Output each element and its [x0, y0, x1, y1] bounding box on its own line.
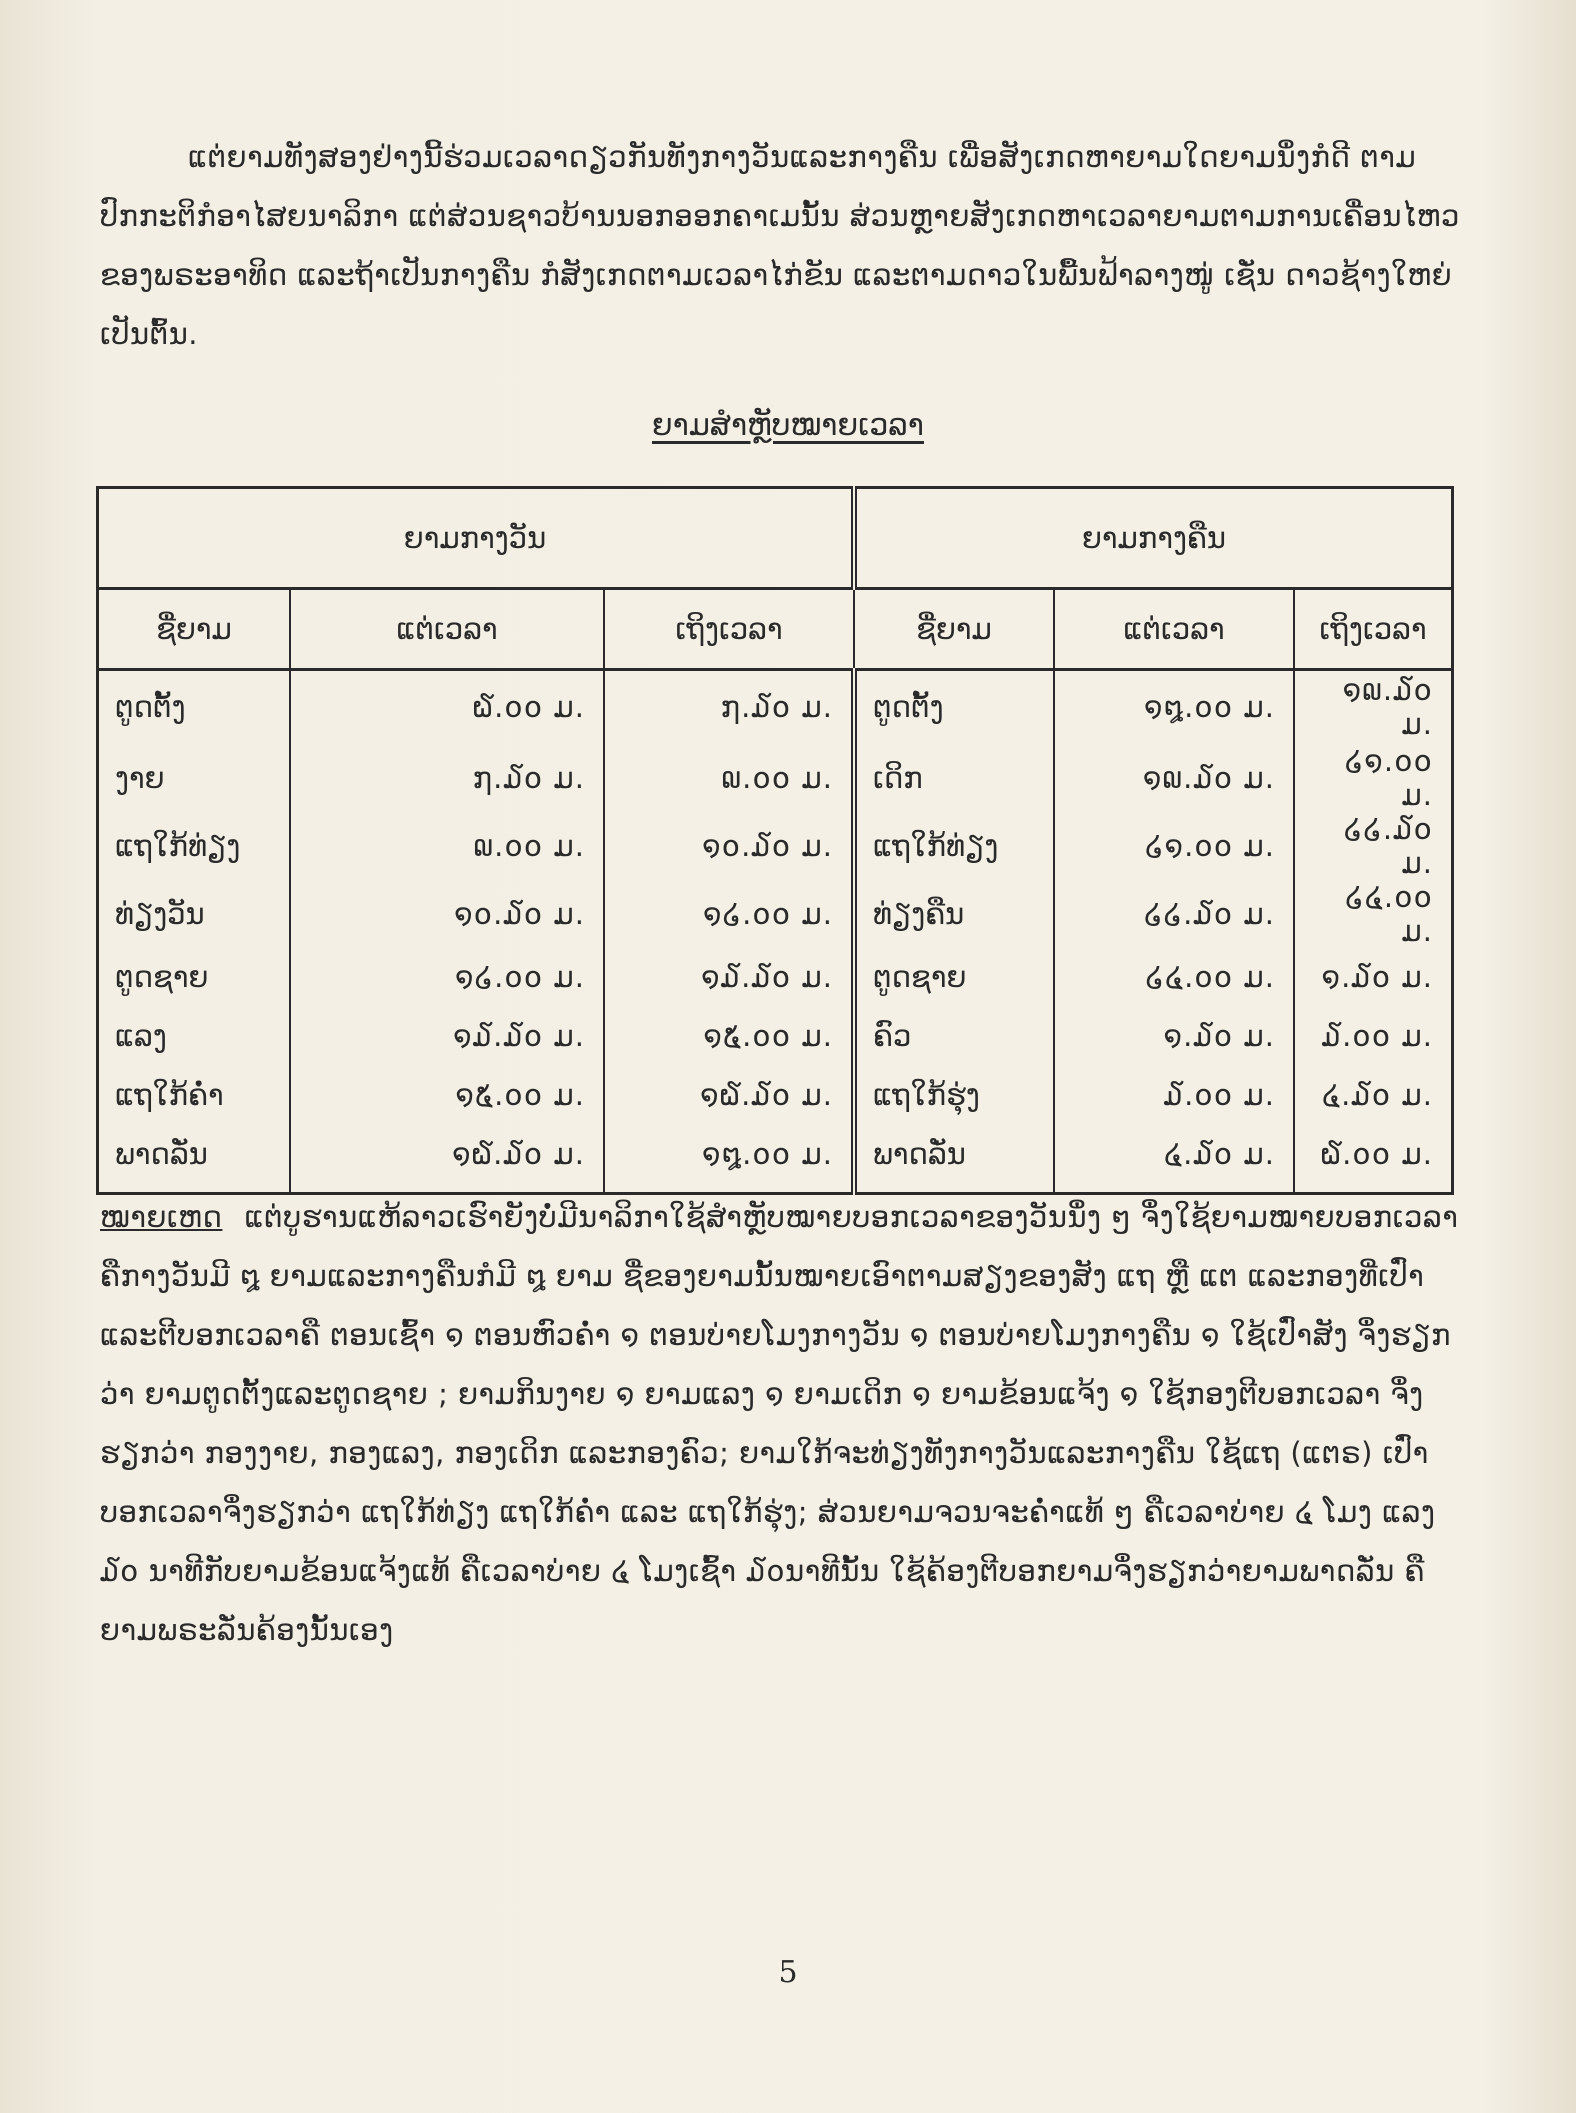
night-watch-from: ໑໘.໐໐ ມ.	[1054, 670, 1294, 744]
table-row	[98, 1066, 1453, 1125]
table-row	[98, 670, 1453, 744]
day-watch-from: ໑໒.໐໐ ມ.	[290, 948, 604, 1007]
day-watch-name: ແຖໃກ້ຄ່ຳ	[98, 1066, 291, 1125]
night-watch-to: ໖.໐໐ ມ.	[1320, 1137, 1433, 1171]
night-watch-to: ໔.໓໐ ມ.	[1321, 1078, 1433, 1112]
night-watch-name: ຕູດຕັ້ງ	[854, 670, 1054, 744]
table-row	[98, 744, 1453, 812]
day-watch-name: ແຖໃກ້ທ່ຽງ	[98, 812, 291, 880]
col-night-name: ຊື່ຍາມ	[854, 589, 1054, 670]
day-watches-header: ຍາມກາງວັນ	[98, 488, 855, 589]
night-watch-to: ໑໙.໓໐ ມ.	[1342, 673, 1433, 742]
day-watch-name: ຕູດຕັ້ງ	[98, 670, 291, 744]
day-watch-to: ໑໓.໓໐ ມ.	[604, 948, 854, 1007]
night-watch-name: ຕູດຊາຍ	[854, 948, 1054, 1007]
day-watch-from: ໑໓.໓໐ ມ.	[290, 1007, 604, 1066]
night-watch-to: ໒໒.໓໐ ມ.	[1343, 811, 1433, 880]
day-watch-to: ໗.໓໐ ມ.	[604, 670, 854, 744]
day-watch-name: ງາຍ	[98, 744, 291, 812]
table-row	[98, 1007, 1453, 1066]
night-watch-from: ໒໒.໓໐ ມ.	[1054, 880, 1294, 948]
day-watch-to: ໑໐.໓໐ ມ.	[604, 812, 854, 880]
night-watch-from: ໒໑.໐໐ ມ.	[1054, 812, 1294, 880]
night-watch-from: ໒໔.໐໐ ມ.	[1054, 948, 1294, 1007]
col-day-name: ຊື່ຍາມ	[98, 589, 291, 670]
day-watch-from: ໑໕.໐໐ ມ.	[290, 1066, 604, 1125]
night-watch-from: ໓.໐໐ ມ.	[1054, 1066, 1294, 1125]
day-watch-name: ທ່ຽງວັນ	[98, 880, 291, 948]
day-watch-to: ໑໒.໐໐ ມ.	[604, 880, 854, 948]
day-watch-name: ພາດລັ່ນ	[98, 1125, 291, 1194]
night-watch-name: ເດິກ	[854, 744, 1054, 812]
day-watch-from: ໑໖.໓໐ ມ.	[290, 1125, 604, 1194]
table-title-text: ຍາມສຳຫຼັບໝາຍເວລາ	[652, 408, 924, 443]
day-watch-from: ໗.໓໐ ມ.	[290, 744, 604, 812]
col-day-from: ແຕ່ເວລາ	[290, 589, 604, 670]
table-row	[98, 812, 1453, 880]
day-watch-to: ໑໖.໓໐ ມ.	[604, 1066, 854, 1125]
night-watch-to: ໓.໐໐ ມ.	[1321, 1019, 1433, 1053]
night-watch-to: ໒໔.໐໐ ມ.	[1345, 879, 1433, 948]
table-row	[98, 880, 1453, 948]
night-watch-to: ໑.໓໐ ມ.	[1321, 960, 1433, 994]
night-watch-name: ຄົວ	[854, 1007, 1054, 1066]
day-watch-from: ໖.໐໐ ມ.	[290, 670, 604, 744]
day-watch-to: ໑໘.໐໐ ມ.	[604, 1125, 854, 1194]
night-watch-from: ໑໙.໓໐ ມ.	[1054, 744, 1294, 812]
night-watch-to: ໒໑.໐໐ ມ.	[1344, 743, 1433, 812]
note-paragraph	[100, 1188, 1470, 1660]
night-watch-name: ແຖໃກ້ທ່ຽງ	[854, 812, 1054, 880]
intro-paragraph: ແຕ່ຍາມທັງສອງຢ່າງນີ້ຮ່ວມເວລາດຽວກັນທັງກາງວັນແລະກາງຄືນ ເພື່ອສັງເກດຫາຍາມໃດຍາມນຶ່ງກໍດີ ຕາມປົກກະຕິກໍອາໄສຍນາລິກາ ແຕ່ສ່ວນຊາວບ້ານນອກອອກຄາເມນັ້ນ ສ່ວນຫຼາຍສັງເກດຫາເວລາຍາມຕາມການເຄື່ອນໄຫວຂອງພຣະອາທິດ ແລະຖ້າເປັນກາງຄືນ ກໍສັງເກດຕາມເວລາໄກ່ຂັນ ແລະຕາມດາວໃນພື້ນຟ້າລາງໜູ່ ເຊັ່ນ ດາວຊ້າງໃຫຍ່ ເປັນຕົ້ນ.	[100, 140, 1460, 351]
day-watch-to: ໑໕.໐໐ ມ.	[604, 1007, 854, 1066]
day-watch-from: ໙.໐໐ ມ.	[290, 812, 604, 880]
col-night-to: ເຖິງເວລາ	[1294, 589, 1453, 670]
day-watch-to: ໙.໐໐ ມ.	[604, 744, 854, 812]
table-row	[98, 1125, 1453, 1194]
table-group-header-row	[98, 488, 1453, 589]
night-watch-from: ໔.໓໐ ມ.	[1054, 1125, 1294, 1194]
night-watch-from: ໑.໓໐ ມ.	[1054, 1007, 1294, 1066]
note-label: ໝາຍເຫດ	[100, 1200, 223, 1234]
col-night-from: ແຕ່ເວລາ	[1054, 589, 1294, 670]
col-day-to: ເຖິງເວລາ	[604, 589, 854, 670]
table-title	[0, 408, 1576, 443]
watch-time-table	[96, 486, 1454, 1195]
day-watch-from: ໑໐.໓໐ ມ.	[290, 880, 604, 948]
table-column-header-row	[98, 589, 1453, 670]
night-watch-name: ແຖໃກ້ຮຸ່ງ	[854, 1066, 1054, 1125]
day-watch-name: ຕູດຊາຍ	[98, 948, 291, 1007]
night-watches-header: ຍາມກາງຄືນ	[854, 488, 1453, 589]
table-row	[98, 948, 1453, 1007]
night-watch-name: ພາດລັ່ນ	[854, 1125, 1054, 1194]
night-watch-name: ທ່ຽງຄືນ	[854, 880, 1054, 948]
page-number: 5	[778, 1955, 798, 1990]
note-text: ແຕ່ບູຮານແຫ້ລາວເຮົາຍັງບໍ່ມີນາລິກາໃຊ້ສຳຫຼັບໝາຍບອກເວລາຂອງວັນນຶ່ງ ໆ ຈຶ່ງໃຊ້ຍາມໝາຍບອກເວລາ ຄືກາງວັນມີ ໘ ຍາມແລະກາງຄືນກໍມີ ໘ ຍາມ ຊື່ຂອງຍາມນັ້ນໝາຍເອົາຕາມສຽງຂອງສັງ ແຖ ຫຼື ແຕ ແລະກອງທີ່ເປົ່າແລະຕີບອກເວລາຄື ຕອນເຊົ້າ ໑ ຕອນຫົວຄ່ຳ ໑ ຕອນບ່າຍໂມງກາງວັນ ໑ ຕອນບ່າຍໂມງກາງຄືນ ໑ ໃຊ້ເປົ່າສັງ ຈຶ່ງຮຽກວ່າ ຍາມຕູດຕັ້ງແລະຕູດຊາຍ ; ຍາມກິນງາຍ ໑ ຍາມແລງ ໑ ຍາມເດິກ ໑ ຍາມຂ້ອນແຈ້ງ ໑ ໃຊ້ກອງຕີບອກເວລາ ຈຶ່ງຮຽກວ່າ ກອງງາຍ, ກອງແລງ, ກອງເດິກ ແລະກອງຄົວ; ຍາມໃກ້ຈະທ່ຽງທັງກາງວັນແລະກາງຄືນ ໃຊ້ແຖ (ແຕຣ) ເປົ່າບອກເວລາຈຶ່ງຮຽກວ່າ ແຖໃກ້ທ່ຽງ ແຖໃກ້ຄ່ຳ ແລະ ແຖໃກ້ຮຸ່ງ; ສ່ວນຍາມຈວນຈະຄ່ຳແທ້ ໆ ຄືເວລາບ່າຍ ໔ ໂມງ ແລງ ໓໐ ນາທີກັບຍາມຂ້ອນແຈ້ງແທ້ ຄືເວລາບ່າຍ ໔ ໂມງເຊົ້າ ໓໐ນາທີນັ້ນ ໃຊ້ຄ້ອງຕີບອກຍາມຈຶ່ງຮຽກວ່າຍາມພາດລັ່ນ ຄືຍາມພຣະລັ່ນຄ້ອງນັ້ນເອງ	[100, 1200, 1459, 1647]
day-watch-name: ແລງ	[98, 1007, 291, 1066]
